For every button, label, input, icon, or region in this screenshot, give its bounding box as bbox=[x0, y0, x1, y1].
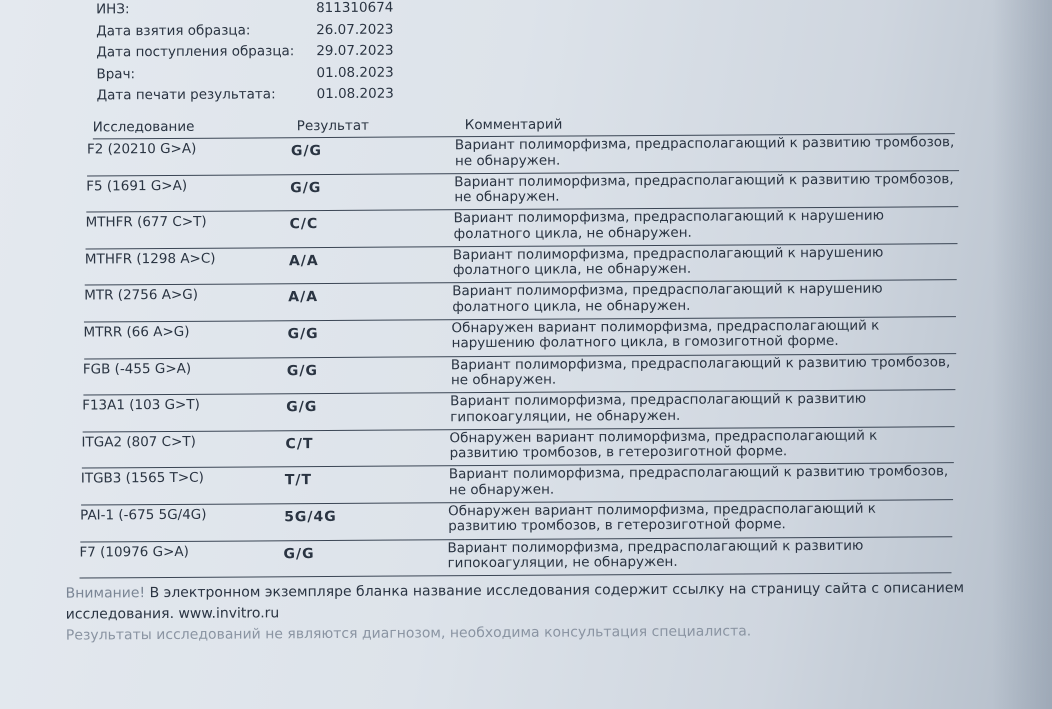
test-name: FGB (-455 G>A) bbox=[82, 360, 192, 378]
result-value: C/C bbox=[289, 216, 319, 233]
meta-label: Дата взятия образца: bbox=[96, 21, 251, 39]
meta-value: 01.08.2023 bbox=[316, 85, 394, 103]
result-value: A/A bbox=[288, 252, 319, 270]
header-comment: Комментарий bbox=[464, 116, 563, 134]
paper-shadow bbox=[992, 0, 1052, 709]
comment-text: Вариант полиморфизма, предрасполагающий к нарушению фолатного цикла, не обнаружен. bbox=[453, 207, 885, 242]
meta-row-inz bbox=[96, 0, 393, 21]
warning-text: В электронном экземпляре бланка название исследования содержит ссылку на страницу сайта с описанием исследования. www.invitro.ru bbox=[65, 580, 965, 623]
meta-row-sample-received bbox=[96, 41, 393, 64]
result-value: 5G/4G bbox=[284, 508, 337, 526]
header-result: Результат bbox=[296, 117, 370, 135]
results-table-body bbox=[79, 134, 962, 578]
meta-row-sample-taken bbox=[96, 19, 393, 42]
table-row bbox=[82, 390, 954, 432]
result-value: G/G bbox=[290, 143, 323, 160]
meta-row-print-date bbox=[97, 84, 394, 107]
meta-value: 01.08.2023 bbox=[316, 64, 394, 81]
meta-label: Врач: bbox=[96, 65, 136, 82]
test-name: MTR (2756 A>G) bbox=[84, 287, 199, 304]
comment-text: Вариант полиморфизма, предрасполагающий к развитию тромбозов, не обнаружен. bbox=[454, 134, 955, 169]
result-value: C/T bbox=[285, 435, 314, 453]
test-name: ITGA2 (807 C>T) bbox=[81, 433, 196, 451]
comment-text: Обнаружен вариант полиморфизма, предрасполагающий к развитию тромбозов, в гетерозиготной форме. bbox=[449, 427, 878, 462]
result-value: A/A bbox=[288, 289, 319, 306]
test-name: F13A1 (103 G>T) bbox=[82, 396, 200, 414]
warning-note bbox=[66, 578, 996, 626]
comment-text: Вариант полиморфизма, предрасполагающий к развитию тромбозов, не обнаружен. bbox=[448, 463, 949, 499]
table-row bbox=[86, 171, 958, 213]
test-name: MTHFR (677 C>T) bbox=[85, 213, 207, 231]
table-row bbox=[83, 354, 955, 396]
table-row bbox=[87, 134, 959, 176]
test-name: F5 (1691 G>A) bbox=[86, 177, 188, 195]
test-name: MTRR (66 A>G) bbox=[83, 323, 190, 341]
sample-info bbox=[96, 0, 394, 107]
result-value: G/G bbox=[287, 326, 319, 343]
meta-label: Дата печати результата: bbox=[96, 86, 276, 104]
result-value: G/G bbox=[286, 362, 319, 379]
test-name: F7 (10976 G>A) bbox=[79, 543, 189, 561]
warning-prefix: Внимание! bbox=[65, 585, 146, 602]
result-value: G/G bbox=[286, 399, 318, 416]
meta-value: 29.07.2023 bbox=[316, 42, 394, 60]
test-name: MTHFR (1298 A>C) bbox=[84, 250, 216, 268]
test-name: ITGB3 (1565 T>C) bbox=[80, 470, 204, 487]
result-value: T/T bbox=[284, 472, 313, 489]
meta-value: 26.07.2023 bbox=[316, 21, 394, 38]
meta-value: 811310674 bbox=[316, 0, 394, 17]
comment-text: Вариант полиморфизма, предрасполагающий к развитию тромбозов, не обнаружен. bbox=[450, 353, 951, 389]
result-value: G/G bbox=[283, 545, 315, 562]
meta-label: ИНЗ: bbox=[96, 1, 130, 18]
comment-text: Вариант полиморфизма, предрасполагающий к развитию тромбозов, не обнаружен. bbox=[454, 170, 954, 206]
comment-text: Вариант полиморфизма, предрасполагающий к развитию гипокоагуляции, не обнаружен. bbox=[450, 390, 867, 425]
test-name: PAI-1 (-675 5G/4G) bbox=[80, 506, 207, 524]
header-test: Исследование bbox=[92, 118, 195, 136]
meta-label: Дата поступления образца: bbox=[96, 43, 295, 61]
comment-text: Вариант полиморфизма, предрасполагающий к нарушению фолатного цикла, не обнаружен. bbox=[452, 280, 883, 316]
comment-text: Обнаружен вариант полиморфизма, предрасполагающий к развитию тромбозов, в гетерозиготной форме. bbox=[448, 500, 876, 535]
table-row bbox=[86, 207, 958, 249]
disclaimer-note: Результаты исследований не являются диагнозом, необходима консультация специалиста. bbox=[65, 623, 752, 644]
result-value: G/G bbox=[290, 179, 322, 196]
comment-text: Обнаружен вариант полиморфизма, предрасполагающий к нарушению фолатного цикла, в гомозиготной форме. bbox=[451, 317, 880, 352]
comment-text: Вариант полиморфизма, предрасполагающий к развитию гипокоагуляции, не обнаружен. bbox=[447, 537, 864, 572]
table-row bbox=[80, 500, 952, 542]
report-notes bbox=[66, 578, 996, 647]
table-row bbox=[83, 317, 955, 359]
table-row bbox=[84, 281, 956, 323]
table-row bbox=[79, 537, 951, 579]
test-name: F2 (20210 G>A) bbox=[86, 140, 197, 158]
table-row bbox=[85, 244, 957, 286]
table-row bbox=[81, 427, 953, 469]
meta-row-doctor bbox=[96, 62, 393, 85]
table-row bbox=[81, 464, 953, 506]
comment-text: Вариант полиморфизма, предрасполагающий к нарушению фолатного цикла, не обнаружен. bbox=[452, 244, 884, 279]
